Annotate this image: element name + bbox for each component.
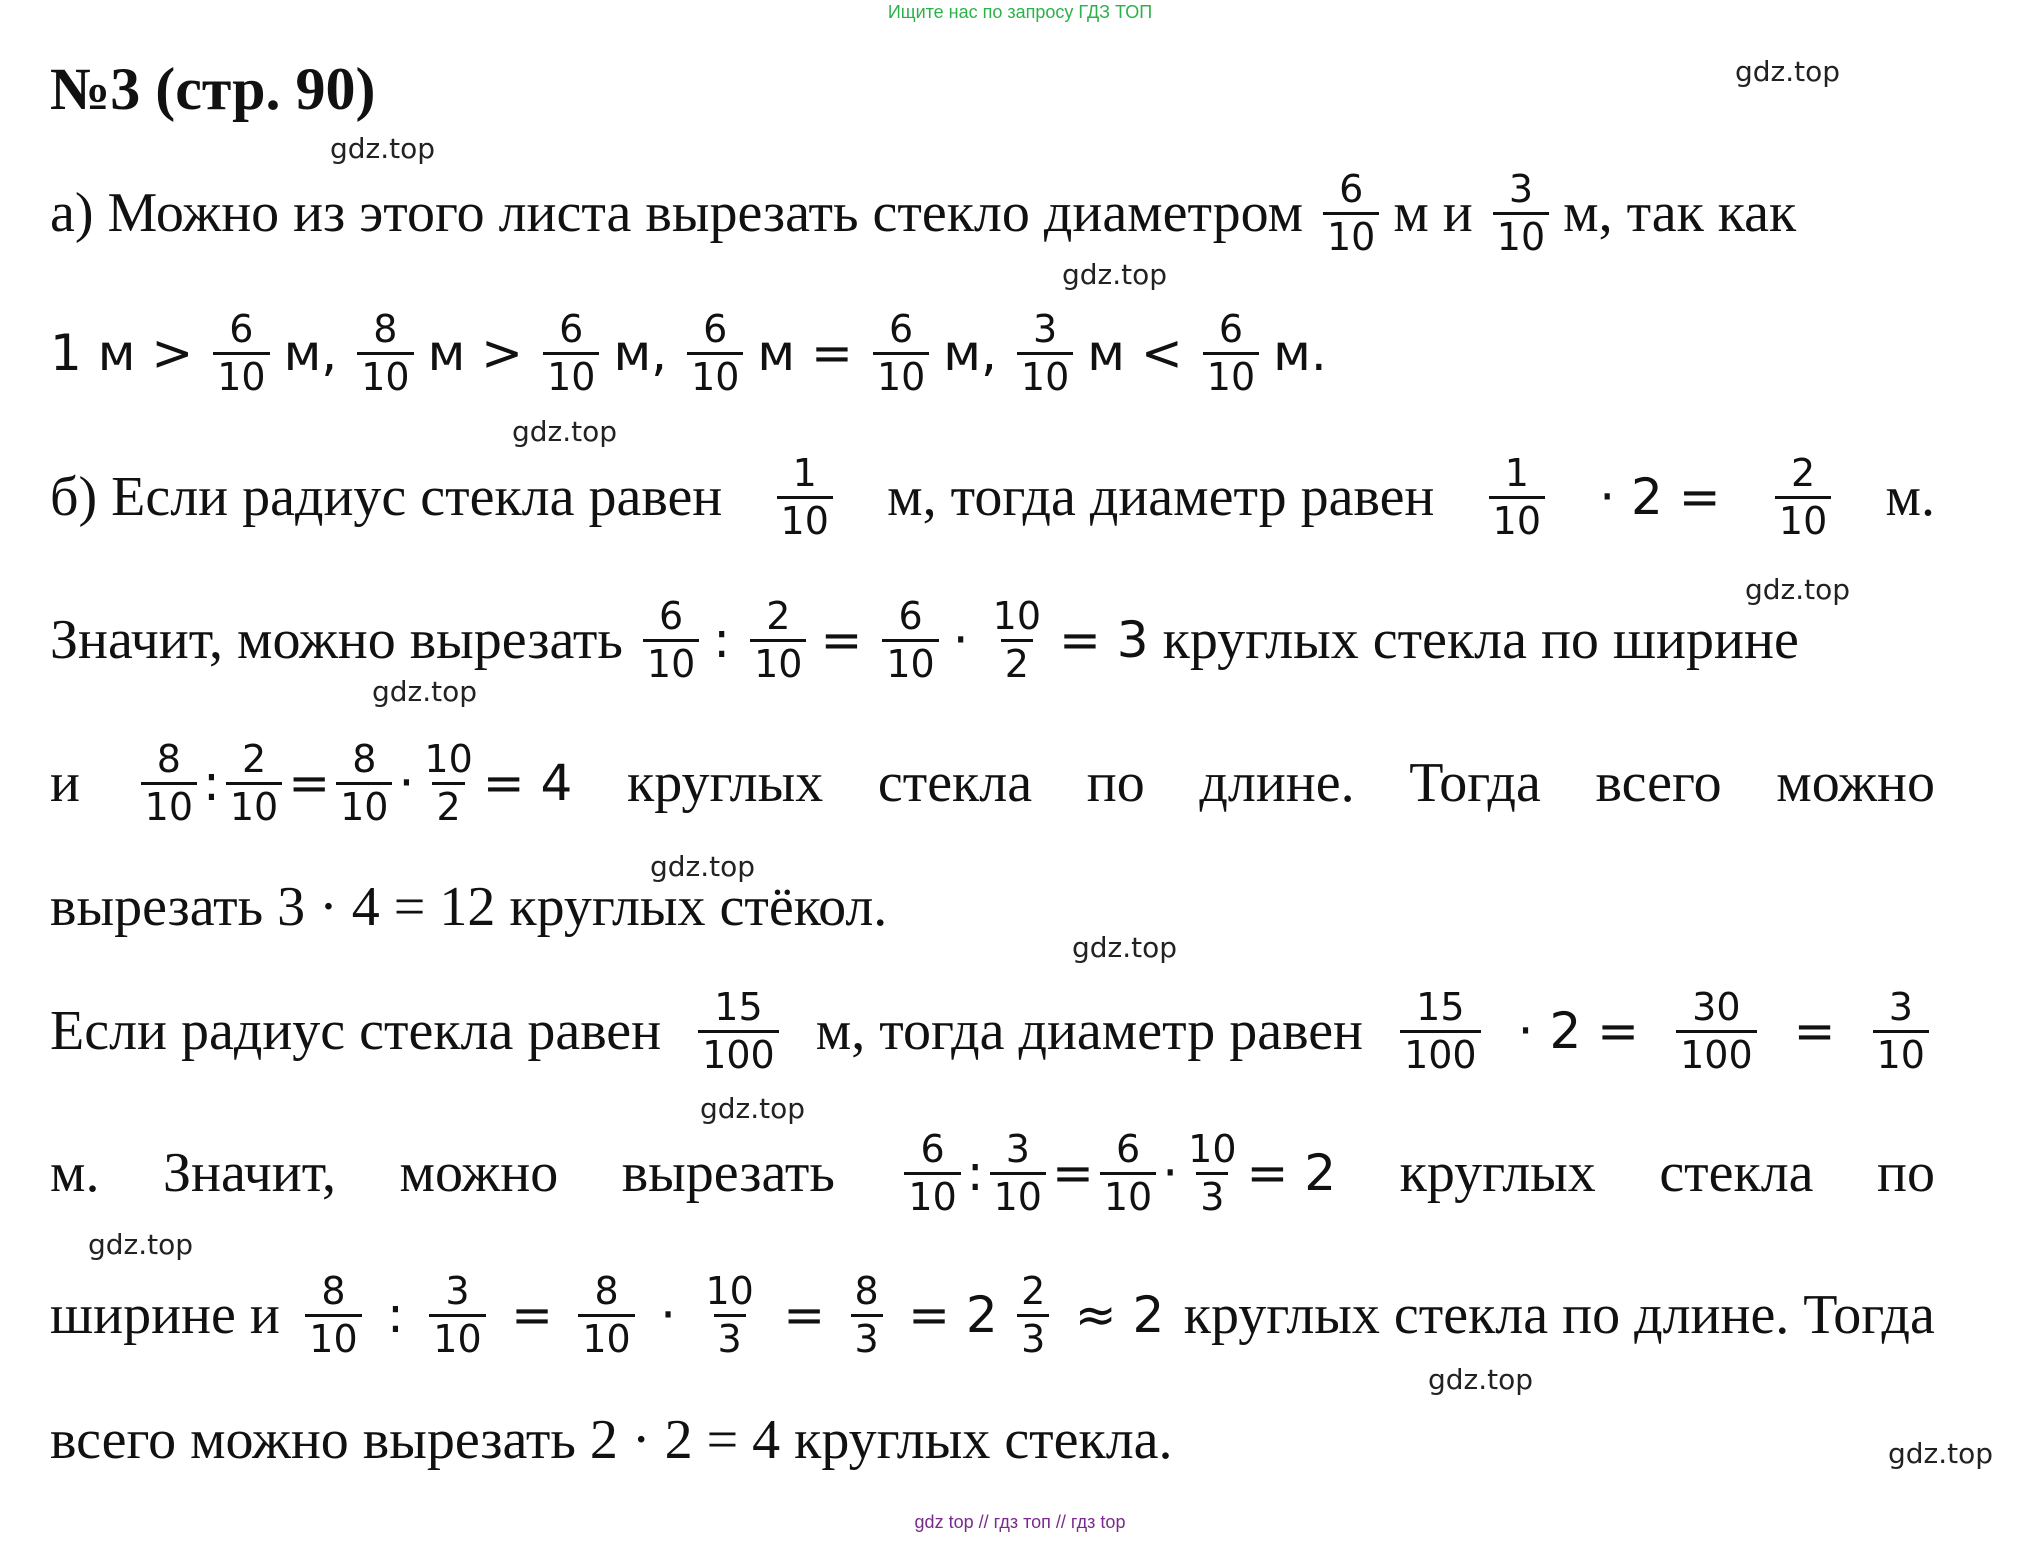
text: круглых bbox=[627, 752, 824, 814]
text: Значит, bbox=[162, 1142, 336, 1204]
math-text: = bbox=[783, 1286, 826, 1344]
watermark: gdz.top bbox=[650, 850, 756, 883]
text: по bbox=[1877, 1142, 1935, 1204]
fraction: $\frac{8}{3}$ bbox=[851, 1270, 883, 1360]
math-text: · 2 = bbox=[1599, 468, 1721, 526]
math-expression bbox=[898, 1128, 1336, 1218]
text: м. bbox=[50, 1142, 100, 1204]
math-text: = bbox=[288, 754, 331, 812]
math-text: · 2 = bbox=[1517, 1002, 1640, 1060]
watermark: gdz.top bbox=[1428, 1363, 1534, 1396]
fraction: $\frac{3}{10}$ bbox=[1873, 986, 1929, 1076]
math-text: ≈ 2 bbox=[1074, 1286, 1165, 1344]
fraction: $\frac{3}{10}$ bbox=[1493, 168, 1549, 258]
text: ширине и bbox=[50, 1284, 280, 1346]
fraction: $\frac{6}{10}$ bbox=[1203, 308, 1259, 398]
text: м, так как bbox=[1563, 182, 1797, 244]
text: можно bbox=[399, 1142, 559, 1204]
fraction: $\frac{30}{100}$ bbox=[1676, 986, 1757, 1076]
text: стекла bbox=[877, 752, 1033, 814]
math-text: = 3 bbox=[1059, 611, 1149, 669]
fraction: $\frac{2}{10}$ bbox=[750, 595, 806, 685]
solution-line-b7 bbox=[50, 1268, 1935, 1361]
watermark: gdz.top bbox=[1062, 258, 1168, 291]
fraction: $\frac{8}{10}$ bbox=[357, 308, 413, 398]
math-text: = 2 bbox=[1246, 1144, 1337, 1202]
solution-line-b1 bbox=[50, 450, 1935, 543]
watermark: gdz.top bbox=[330, 132, 436, 165]
text: Тогда bbox=[1409, 752, 1541, 814]
text: м, тогда диаметр равен bbox=[887, 466, 1435, 528]
solution-line-b2 bbox=[50, 593, 1935, 686]
text: круглых стекла по ширине bbox=[1162, 609, 1799, 671]
fraction: $\frac{10}{2}$ bbox=[424, 736, 473, 829]
solution-line-b4 bbox=[50, 872, 1935, 942]
fraction: $\frac{6}{10}$ bbox=[1100, 1128, 1156, 1218]
math-text: м = bbox=[757, 324, 853, 382]
fraction: $\frac{8}{10}$ bbox=[305, 1270, 361, 1360]
math-text: м < bbox=[1087, 324, 1183, 382]
math-text: м, bbox=[943, 324, 997, 382]
fraction: $\frac{8}{10}$ bbox=[336, 738, 392, 828]
math-text: 1 м > bbox=[50, 324, 194, 382]
fraction: $\frac{2}{3}$ bbox=[1017, 1270, 1049, 1360]
math-text: м, bbox=[283, 324, 338, 382]
solution-line-b3 bbox=[50, 736, 1935, 829]
fraction: $\frac{6}{10}$ bbox=[543, 308, 599, 398]
fraction: $\frac{8}{10}$ bbox=[578, 1270, 634, 1360]
fraction: $\frac{8}{10}$ bbox=[141, 738, 197, 828]
solution-line-a1 bbox=[50, 166, 1935, 259]
watermark: gdz.top bbox=[1735, 55, 1841, 88]
fraction: $\frac{6}{10}$ bbox=[873, 308, 929, 398]
math-text: · bbox=[952, 611, 969, 669]
fraction: $\frac{2}{10}$ bbox=[226, 738, 282, 828]
math-text: = bbox=[511, 1286, 553, 1344]
watermark: gdz.top bbox=[1072, 931, 1178, 964]
text: б) Если радиус стекла равен bbox=[50, 466, 723, 528]
fraction: $\frac{3}{10}$ bbox=[429, 1270, 485, 1360]
math-text: м > bbox=[427, 324, 524, 382]
text: круглых стекла по длине. Тогда bbox=[1183, 1284, 1935, 1346]
problem-title: №3 (стр. 90) bbox=[50, 56, 376, 122]
math-text: м, bbox=[613, 324, 668, 382]
math-text: = 4 bbox=[482, 754, 573, 812]
text: и bbox=[50, 752, 80, 814]
text: стекла bbox=[1659, 1142, 1814, 1204]
solution-line-b8 bbox=[50, 1405, 1935, 1475]
fraction: $\frac{6}{10}$ bbox=[882, 595, 938, 685]
text: всего bbox=[1595, 752, 1722, 814]
text: вырезать bbox=[621, 1142, 835, 1204]
math-text: : bbox=[713, 611, 731, 669]
text: вырезать 3 · 4 = 12 круглых стёкол. bbox=[50, 876, 888, 938]
math-text: · bbox=[660, 1286, 677, 1344]
watermark: gdz.top bbox=[512, 415, 618, 448]
math-text: : bbox=[203, 754, 220, 812]
fraction: $\frac{1}{10}$ bbox=[1489, 452, 1545, 542]
fraction: $\frac{3}{10}$ bbox=[990, 1128, 1046, 1218]
math-expression bbox=[135, 738, 573, 828]
watermark: gdz.top bbox=[1745, 573, 1851, 606]
text: а) Можно из этого листа вырезать стекло диаметром bbox=[50, 182, 1303, 244]
text: Если радиус стекла равен bbox=[50, 1000, 662, 1062]
math-text: = bbox=[1051, 1144, 1094, 1202]
fraction: $\frac{6}{10}$ bbox=[904, 1128, 960, 1218]
fraction: $\frac{6}{10}$ bbox=[213, 308, 269, 398]
text: по bbox=[1086, 752, 1145, 814]
fraction: $\frac{15}{100}$ bbox=[1400, 986, 1481, 1076]
watermark: gdz.top bbox=[88, 1228, 194, 1261]
text: Значит, можно вырезать bbox=[50, 609, 623, 671]
text: м, тогда диаметр равен bbox=[815, 1000, 1364, 1062]
math-text: = bbox=[1793, 1002, 1836, 1060]
solution-line-b5 bbox=[50, 984, 1935, 1077]
math-text: : bbox=[387, 1286, 404, 1344]
fraction: $\frac{10}{3}$ bbox=[705, 1268, 754, 1361]
solution-line-b6 bbox=[50, 1126, 1935, 1219]
text: круглых bbox=[1399, 1142, 1596, 1204]
fraction: $\frac{6}{10}$ bbox=[687, 308, 743, 398]
fraction: $\frac{1}{10}$ bbox=[777, 452, 833, 542]
text: м. bbox=[1885, 466, 1935, 528]
math-text: = 2 bbox=[908, 1286, 998, 1344]
math-text: · bbox=[398, 754, 415, 812]
footer-links: gdz top // гдз топ // гдз top bbox=[914, 1512, 1126, 1532]
watermark: gdz.top bbox=[1888, 1437, 1994, 1470]
top-search-note: Ищите нас по запросу ГДЗ ТОП bbox=[887, 2, 1153, 22]
math-text: · bbox=[1162, 1144, 1179, 1202]
fraction: $\frac{2}{10}$ bbox=[1775, 452, 1831, 542]
text: можно bbox=[1776, 752, 1935, 814]
text: всего можно вырезать 2 · 2 = 4 круглых стекла. bbox=[50, 1409, 1173, 1471]
fraction: $\frac{10}{3}$ bbox=[1188, 1126, 1237, 1219]
text: длине. bbox=[1199, 752, 1355, 814]
watermark: gdz.top bbox=[700, 1092, 806, 1125]
fraction: $\frac{6}{10}$ bbox=[1323, 168, 1379, 258]
fraction: $\frac{3}{10}$ bbox=[1017, 308, 1073, 398]
math-text: : bbox=[966, 1144, 984, 1202]
fraction: $\frac{6}{10}$ bbox=[643, 595, 699, 685]
watermark: gdz.top bbox=[372, 675, 478, 708]
math-text: м. bbox=[1273, 324, 1327, 382]
fraction: $\frac{10}{2}$ bbox=[992, 593, 1041, 686]
solution-line-a2 bbox=[50, 306, 1935, 399]
text: м и bbox=[1393, 182, 1473, 244]
math-text: = bbox=[820, 611, 863, 669]
fraction: $\frac{15}{100}$ bbox=[698, 986, 779, 1076]
